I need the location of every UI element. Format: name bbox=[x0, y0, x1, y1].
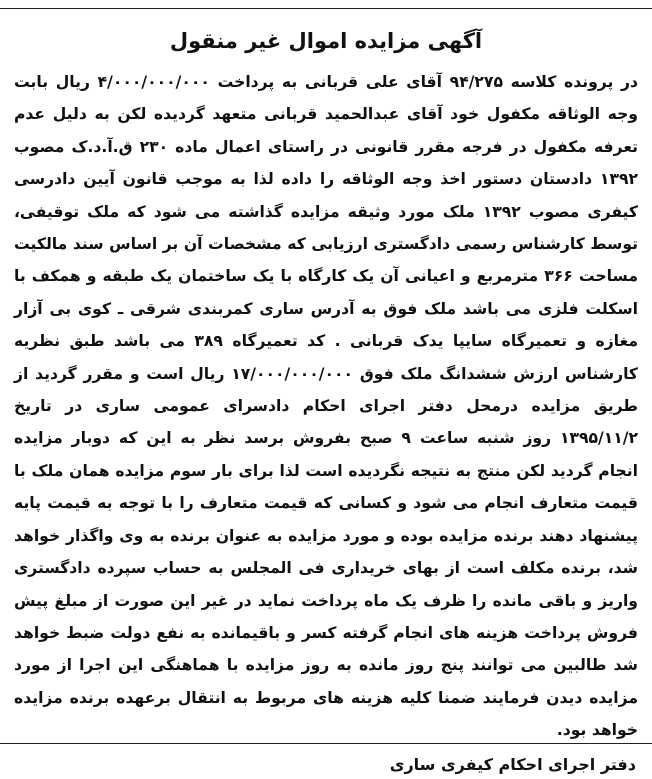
notice-title: آگهی مزایده اموال غیر منقول bbox=[169, 29, 483, 53]
notice-body: در پرونده کلاسه ۹۴/۲۷۵ آقای علی قربانی به پرداخت ۴/۰۰۰/۰۰۰/۰۰۰ ریال بابت وجه الوثاقه مکفول خود آقای عبدالحمید قربانی متعهد گردیده لکن به دلیل عدم تعرفه مکفول در فرجه مقرر قانونی در راستای اعمال ماده ۲۳۰ ق.آ.د.ک مصوب ۱۳۹۲ دادستان دستور اخذ وجه الوثاقه را داده لذا به موجب قانون آیین دادرسی کیفری مصوب ۱۳۹۲ ملک مورد وثیقه مزایده گذاشته می شود که ملک توقیفی، توسط کارشناس رسمی دادگستری ارزیابی که مشخصات آن بر اساس سند مالکیت مساحت ۳۶۶ مترمربع و اعیانی آن یک کارگاه با یک ساختمان یک طبقه و همکف با اسکلت فلزی می باشد ملک فوق به آدرس ساری کمربندی شرقی ـ کوی بی آزار مغازه و تعمیرگاه سایپا یدک قربانی . کد تعمیرگاه ۳۸۹ می باشد طبق نظریه کارشناس ارزش ششدانگ ملک فوق ۱۷/۰۰۰/۰۰۰/۰۰۰ ریال است و مقرر گردید از طریق مزایده درمحل دفتر اجرای احکام دادسرای عمومی ساری در تاریخ ۱۳۹۵/۱۱/۲ روز شنبه ساعت ۹ صبح بفروش برسد نظر به این که دوبار مزایده انجام گردید لکن منتج به نتیجه نگردیده است لذا برای بار سوم مزایده همان ملک با قیمت متعارف انجام می شود و کسانی که قیمت متعارف را با توجه به قیمت پایه پیشنهاد دهند برنده مزایده بوده و مورد مزایده به عنوان برنده به وی واگذار خواهد شد، برنده مکلف است از بهای خریداری فی المجلس به حساب سپرده دادگستری واریز و باقی مانده را ظرف یک ماه پرداخت نماید در غیر این صورت از مبلغ پیش فروش پرداخت هزینه های انجام گرفته کسر و باقیمانده به نفع دولت ضبط خواهد شد طالبین می توانند پنج روز مانده به روز مزایده با هماهنگی این اجرا از مورد مزایده دیدن فرمایند ضمنا کلیه هزینه های مربوط به انتقال برعهده برنده مزایده خواهد بود. bbox=[14, 73, 639, 740]
top-divider bbox=[0, 8, 652, 9]
auction-notice bbox=[14, 16, 638, 779]
notice-signature: دفتر اجرای احکام کیفری ساری bbox=[389, 754, 636, 774]
bottom-divider bbox=[0, 743, 652, 744]
